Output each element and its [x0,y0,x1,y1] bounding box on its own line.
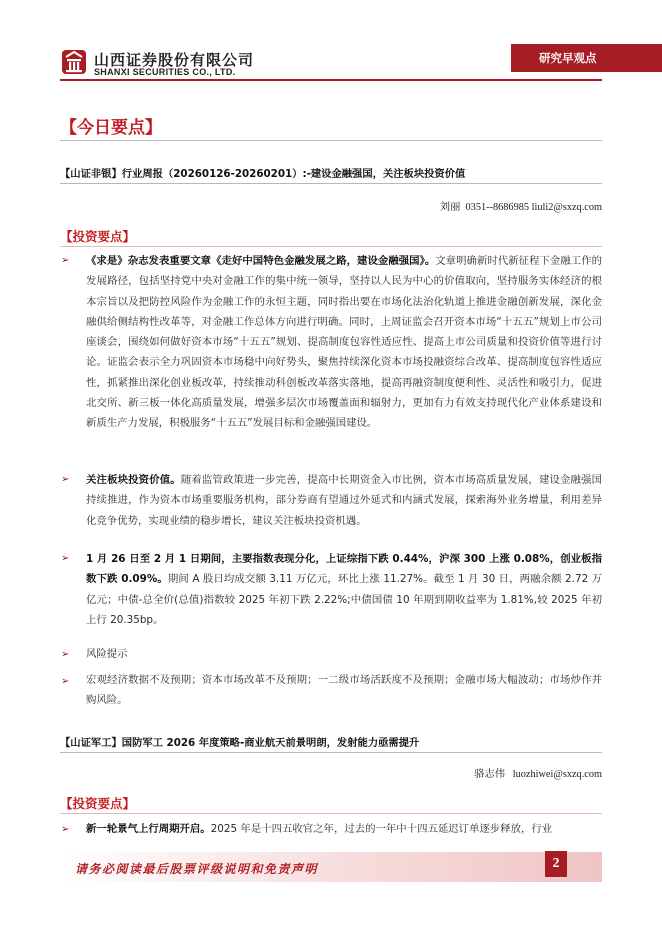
triangle-arrow-icon: ➢ [61,676,70,687]
report-2-divider [60,752,602,753]
section-divider [60,140,602,141]
risk-warning-label: 风险提示 [86,648,128,660]
shanxi-securities-logo [60,47,88,77]
report-1-investment-points-heading: 【投资要点】 [60,229,136,244]
report-2-investment-points-heading: 【投资要点】 [60,796,136,811]
today-highlights-title: 【今日要点】 [60,118,162,138]
report-2-paragraph-1-lead: 新一轮景气上行周期开启。 [86,823,211,835]
report-2-paragraph-1 [86,819,602,840]
triangle-arrow-icon: ➢ [61,474,70,485]
report-1-author [440,198,602,213]
company-name-cn: 山西证券股份有限公司 [94,51,255,69]
report-1-paragraph-2-body: 随着监管政策进一步完善，提高中长期资金入市比例，资本市场高质量发展，建设金融强国持续推进，作为资本市场重要服务机构，部分券商有望通过外延式和内涵式发展，探索海外业务增量，利用差异化竞争优势，实现业绩的稳步增长，建议关注板块投资机遇。 [86,474,603,527]
page-header [0,0,662,80]
risk-warning-text: 宏观经济数据不及预期；资本市场改革不及预期；一二级市场活跃度不及预期；金融市场大幅波动；市场炒作并购风险。 [86,674,602,707]
report-2-author [474,765,602,780]
triangle-arrow-icon: ➢ [61,553,70,564]
report-1-title[interactable]: 【山证非银】行业周报（20260126-20260201）:-建设金融强国，关注板块投资价值 [60,168,466,180]
report-1-author-contact: 0351--8686985 liuli2@sxzq.com [465,202,602,213]
triangle-arrow-icon: ➢ [61,649,70,660]
header-category-tab: 研究早观点 [511,44,662,72]
header-divider [60,79,602,81]
report-1-paragraph-2 [86,470,602,531]
report-2-paragraph-1-body: 2025 年是十四五收官之年，过去的一年中十四五延迟订单逐步释放，行业 [210,823,553,835]
report-1-paragraph-3-lead: 1 月 26 日至 2 月 1 日期间，主要指数表现分化，上证综指下跌 0.44%，沪深 300 上涨 0.08%，创业板指数下跌 0.09%。 [86,553,602,586]
report-2-author-name: 骆志伟 [474,768,505,780]
report-1-paragraph-1-body: 文章明确新时代新征程下金融工作的发展路径，包括坚持党中央对金融工作的集中统一领导，坚持以人民为中心的价值取向，坚持服务实体经济的根本宗旨以及把防控风险作为金融工作的永恒主题，同时指出要在市场化法治化轨道上推进金融创新发展，深化金融供给侧结构性改革等，对金融工作总体方向进行明确。同时，上周证监会召开资本市场“十五五”规划上市公司座谈会，围绕如何做好资本市场“十五五”规划、提高制度包容性适应性、提高上市公司质量和投资价值等进行讨论。证监会表示全力巩固资本市场稳中向好势头，聚焦持续深化资本市场投融资综合改革、提高制度包容性适应性，抓紧推出深化创业板改革，持续推动科创板改革落实落地，提高再融资制度便利性、灵活性和吸引力，促进北交所、新三板一体化高质量发展，增强多层次市场覆盖面和辐射力，更加有力有效支持现代化产业体系建设和新质生产力发展，积极服务“十五五”发展目标和金融强国建设。 [86,255,603,430]
report-1-paragraph-2-lead: 关注板块投资价值。 [86,474,181,486]
report-2-author-contact: luozhiwei@sxzq.com [512,769,602,780]
report-1-paragraph-1 [86,251,602,434]
report-1-paragraph-3 [86,549,602,630]
report-1-author-name: 刘丽 [439,201,461,213]
triangle-arrow-icon: ➢ [61,824,70,835]
triangle-arrow-icon: ➢ [61,255,70,266]
footer-disclaimer[interactable]: 请务必阅读最后股票评级说明和免责声明 [75,862,319,876]
page-number: 2 [545,851,567,877]
report-2-title[interactable]: 【山证军工】国防军工 2026 年度策略-商业航天前景明朗，发射能力亟需提升 [60,737,420,749]
subhead-divider [60,246,602,247]
report-1-paragraph-1-lead: 《求是》杂志发表重要文章《走好中国特色金融发展之路，建设金融强国》。 [86,255,436,267]
subhead-divider [60,813,602,814]
company-name-en: SHANXI SECURITIES CO., LTD. [94,67,236,77]
report-1-divider [60,183,602,184]
report-1-paragraph-3-body: 期间 A 股日均成交额 3.11 万亿元，环比上涨 11.27%。截至 1 月 30 日，两融余额 2.72 万亿元；中债-总全价(总值)指数较 2025 年初下跌 2.22%;中债国债 10 年期到期收益率为 1.81%,较 2025 年初上行 20.35bp。 [86,573,602,626]
